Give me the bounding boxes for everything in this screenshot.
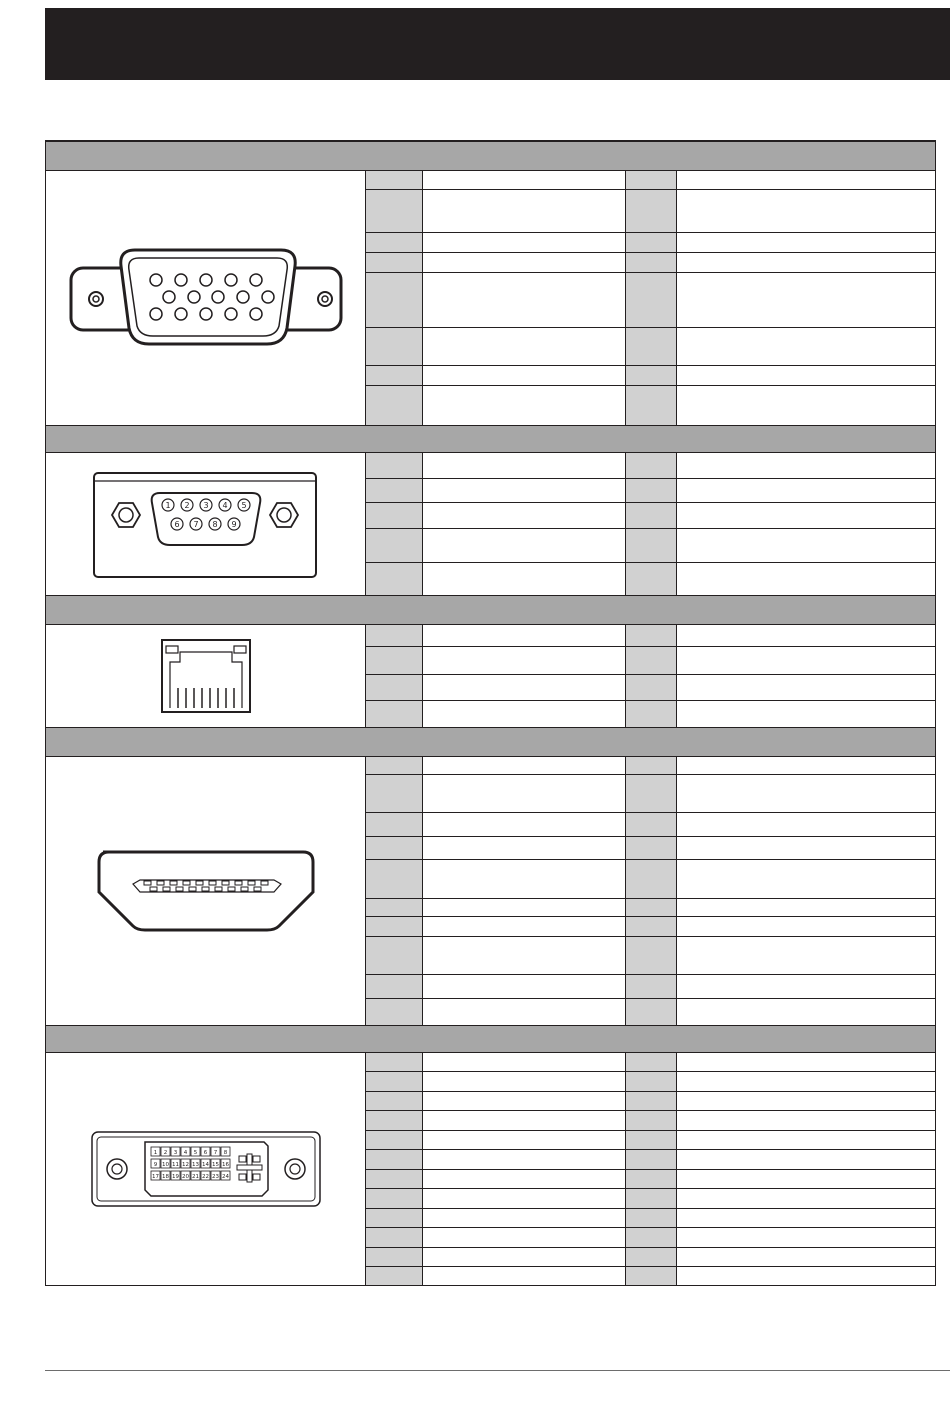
db9-pin-label: 3 — [202, 501, 209, 510]
dvi-pin-label: 6 — [203, 1150, 207, 1156]
db9-pin-label: 7 — [192, 520, 199, 529]
hdmi-section-header — [46, 727, 935, 757]
rs232-pin-row — [366, 503, 935, 529]
vga-pin-row — [366, 253, 935, 273]
hdmi-diagram-cell — [46, 757, 366, 1025]
vga-pin-row — [366, 171, 935, 190]
dvi-pin-label: 9 — [153, 1162, 157, 1168]
rj45-jack-icon — [160, 638, 252, 714]
dvi-pin-label: 10 — [161, 1162, 169, 1168]
vga-pin-row — [366, 386, 935, 425]
dvi-pin-label: 17 — [151, 1174, 159, 1180]
vga-pin-row — [366, 273, 935, 328]
dvi-pin-row — [366, 1111, 935, 1131]
footer-rule — [45, 1370, 950, 1371]
dvi-pin-label: 3 — [173, 1150, 177, 1156]
dvi-pin-label: 4 — [183, 1150, 187, 1156]
db9-pin-label: 6 — [173, 520, 180, 529]
db9-pin-label: 5 — [240, 501, 247, 510]
rs232-pin-row — [366, 479, 935, 503]
dvi-pin-label: 22 — [201, 1174, 209, 1180]
dvi-pin-row — [366, 1150, 935, 1170]
vga-section-header — [46, 141, 935, 171]
rj45-pin-row — [366, 647, 935, 675]
rs232-pin-row — [366, 529, 935, 563]
vga-pin-row — [366, 366, 935, 386]
dvi-pin-label: 14 — [201, 1162, 209, 1168]
dvi-pin-row — [366, 1092, 935, 1111]
dvi-pin-row — [366, 1209, 935, 1228]
dvi-pin-row — [366, 1189, 935, 1209]
dvi-pin-label: 7 — [213, 1150, 217, 1156]
pinout-table — [45, 140, 936, 1286]
rs232-pin-row — [366, 563, 935, 595]
dvi-pin-row — [366, 1053, 935, 1072]
dvi-pin-label: 11 — [171, 1162, 179, 1168]
hdmi-pin-row — [366, 999, 935, 1025]
dvi-pin-label: 24 — [221, 1174, 229, 1180]
vga-15pin-connector-icon — [63, 246, 349, 350]
rj45-diagram-cell — [46, 625, 366, 727]
db9-pin-label: 9 — [230, 520, 237, 529]
header-bar — [45, 8, 950, 80]
hdmi-pin-row — [366, 975, 935, 999]
vga-pin-row — [366, 190, 935, 233]
dvi-pin-label: 12 — [181, 1162, 189, 1168]
dvi-pin-label: 18 — [161, 1174, 169, 1180]
db9-pin-label: 2 — [183, 501, 190, 510]
db9-connector-icon — [92, 469, 320, 579]
dvi-section-header — [46, 1025, 935, 1053]
hdmi-connector-icon — [91, 848, 321, 934]
dvi-diagram-cell — [46, 1053, 366, 1285]
rs232-diagram-cell — [46, 453, 366, 595]
hdmi-pin-row — [366, 860, 935, 899]
rs232-pin-row — [366, 453, 935, 479]
dvi-pin-label: 13 — [191, 1162, 199, 1168]
dvi-pin-row — [366, 1131, 935, 1150]
rj45-pin-row — [366, 701, 935, 727]
hdmi-pin-row — [366, 917, 935, 937]
dvi-pin-label: 19 — [171, 1174, 179, 1180]
dvi-pin-row — [366, 1248, 935, 1267]
vga-pin-row — [366, 233, 935, 253]
dvi-pin-label: 1 — [153, 1150, 157, 1156]
dvi-pin-row — [366, 1170, 935, 1189]
hdmi-pin-row — [366, 775, 935, 813]
hdmi-pin-row — [366, 757, 935, 775]
dvi-pin-label: 5 — [193, 1150, 197, 1156]
db9-pin-label: 4 — [221, 501, 228, 510]
dvi-pin-row — [366, 1228, 935, 1248]
dvi-pin-label: 2 — [163, 1150, 167, 1156]
rs232-section-header — [46, 425, 935, 453]
dvi-pin-label: 23 — [211, 1174, 219, 1180]
db9-pin-label: 1 — [164, 501, 171, 510]
rj45-section-header — [46, 595, 935, 625]
hdmi-pin-row — [366, 837, 935, 860]
dvi-pin-label: 15 — [211, 1162, 219, 1168]
rj45-pin-row — [366, 675, 935, 701]
dvi-pin-label: 8 — [223, 1150, 227, 1156]
hdmi-pin-row — [366, 899, 935, 917]
hdmi-pin-row — [366, 937, 935, 975]
rj45-pin-row — [366, 625, 935, 647]
dvi-pin-row — [366, 1267, 935, 1285]
vga-diagram-cell — [46, 171, 366, 425]
hdmi-pin-row — [366, 813, 935, 837]
dvi-pin-label: 20 — [181, 1174, 189, 1180]
vga-pin-row — [366, 328, 935, 366]
dvi-connector-icon — [90, 1130, 322, 1208]
dvi-pin-row — [366, 1072, 935, 1092]
db9-pin-label: 8 — [211, 520, 218, 529]
dvi-pin-label: 16 — [221, 1162, 229, 1168]
dvi-pin-label: 21 — [191, 1174, 199, 1180]
